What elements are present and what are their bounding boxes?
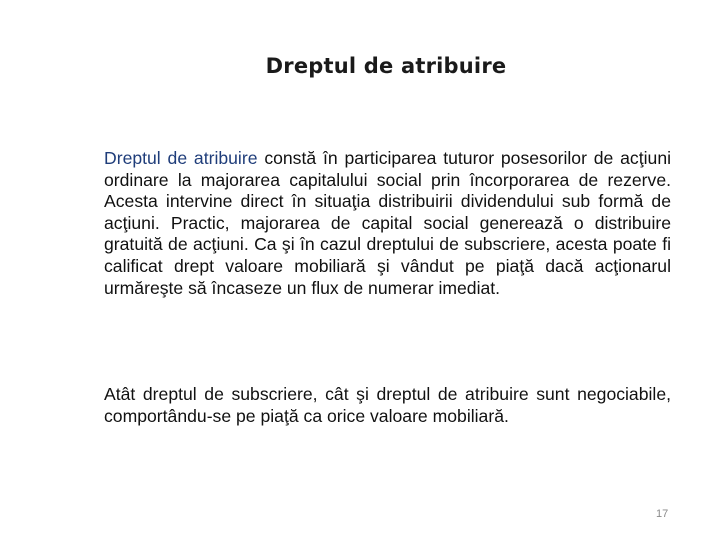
highlighted-term: Dreptul de atribuire <box>104 148 258 168</box>
paragraph-negotiability <box>104 384 671 427</box>
slide-title: Dreptul de atribuire <box>265 54 507 78</box>
paragraph-negotiability-text: Atât dreptul de subscriere, cât şi dreptul de atribuire sunt negociabile, comportându-se pe piaţă ca orice valoare mobiliară. <box>104 384 671 426</box>
paragraph-definition-text: constă în participarea tuturor posesorilor de acţiuni ordinare la majorarea capitalului social prin încorporarea de rezerve. Acesta intervine direct în situaţia distribuirii dividendului sub formă de acţiuni. Practic, majorarea de capital social generează o distribuire gratuită de acţiuni. Ca şi în cazul dreptului de subscriere, acesta poate fi calificat drept valoare mobiliară şi vândut pe piaţă dacă acţionarul urmăreşte să încaseze un flux de numerar imediat. <box>104 148 672 298</box>
page-number: 17 <box>656 508 669 520</box>
paragraph-definition <box>104 148 671 299</box>
